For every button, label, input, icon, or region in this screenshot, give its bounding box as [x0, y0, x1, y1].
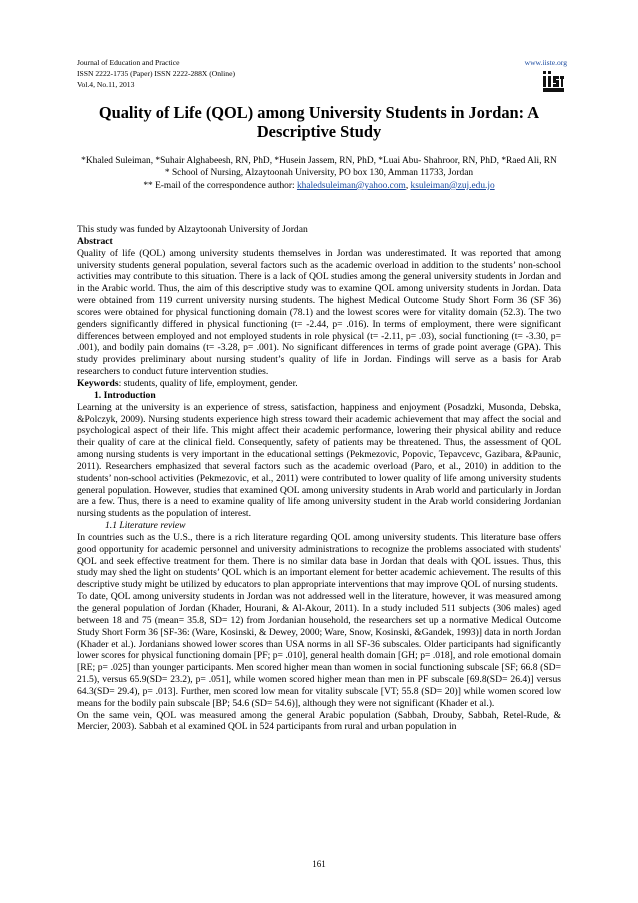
author-affiliation: * School of Nursing, Alzaytoonah University, PO box 130, Amman 11733, Jordan — [164, 168, 474, 179]
literature-paragraph-1: In countries such as the U.S., there is a rich literature regarding QOL among university students. This literature base offers good opportunity for academic personnel and university administrations to recognize the problems associated with students' QOL and seek effective treatment for them. There is no similar data base in Jordan that deals with QOL issues. Thus, this study may shed the light on students’ QOL which is an important element for better academic achievement. The results of this descriptive study might be utilized by educators to plan appropriate interventions that may improve QOL of nursing students. — [77, 531, 561, 591]
journal-name: Journal of Education and Practice — [77, 58, 180, 67]
email-link-1[interactable]: khaledsuleiman@yahoo.com — [296, 180, 406, 191]
literature-paragraph-3: On the same vein, QOL was measured among the general Arabic population (Sabbah, Drouby, Sabbah, Retel-Rude, & Mercier, 2003). Sabbah et al examined QOL in 524 participants from rural and urban population in — [77, 709, 561, 733]
journal-header — [77, 57, 567, 90]
funding-note: This study was funded by Alzaytoonah University of Jordan — [77, 224, 308, 235]
introduction-text: Learning at the university is an experience of stress, satisfaction, happiness and enjoyment (Posadzki, Musonda, Debska, &Polczyk, 2009). Nursing students experience high stress toward their academic achievement that may affect the social and psychological aspect of their life. This might affect their academic performance, lowering their physical ability and reduce their quality of care at the clinical field. Consequently, safety of patients may be threatened. Thus, the assessment of QOL among nursing students is very important in the educational settings (Pekmezovic, Popovic, Tepavcevc, Gazibara, &Paunic, 2011). Researchers emphasized that several factors such as the academic overload (Paro, et al., 2010) in addition to the students’ non-school activities (Pekmezovic, et al., 2011) were contributed to lower quality of life among university students general population. However, studies that examined QOL among university students in Arab world and particularly in Jordan are a few. Thus, there is a need to examine quality of life among university student in the Arab world considering Jordanian nursing students as the population of interest. — [77, 401, 561, 520]
literature-review-heading: 1.1 Literature review — [105, 520, 186, 532]
literature-paragraph-2: To date, QOL among university students in Jordan was not addressed well in the literature, however, it was measured among the general population of Jordan (Khader, Hourani, & Al-Akour, 2011). In a study included 511 subjects (306 males) aged between 18 and 75 (mean= 35.8, SD= 12) from Jordanian household, the researchers set up a normative Medical Outcome Study Short Form 36 [SF-36: (Ware, Kosinski, & Dewey, 2000; Ware, Snow, Kosinski, &Gandek, 1993)] data in north Jordan (Khader et al.). Jordanians showed lower scores than USA norms in all SF-36 subscales. Older participants had significantly lower scores for physical functioning domain [PF; p= .010], general health domain [GH; p= .018], and role emotional domain [RE; p= .025] than younger participants. Men scored higher mean than women in social functioning subscale [SF; 66.8 (SD= 21.5), versus 65.9(SD= 23.2), p= .051], while women scored higher mean than men in PF subscale [69.8(SD= 26.4)] versus 64.3(SD= 29.4), p= .013]. Further, men scored low mean for vitality subscale [VT; 55.8 (SD= 20)] while women scored low means for the bodily pain subscale [BP; 54.6 (SD= 54.6)], although they were not significant (Khader et al.). — [77, 591, 561, 709]
keywords-line — [77, 378, 561, 390]
author-block — [77, 155, 561, 192]
abstract-heading: Abstract — [77, 235, 113, 247]
introduction-heading: 1. Introduction — [94, 389, 156, 401]
issn-line: ISSN 2222-1735 (Paper) ISSN 2222-288X (Online) — [77, 69, 235, 78]
abstract-text: Quality of life (QOL) among university students themselves in Jordan was underestimated. It was reported that among university students general population, several factors such as the academic overload in addition to the students’ non-school activities may contribute to this situation. There is a lack of QOL studies among the general university students in Jordan and in the Arabic world. Thus, the aim of this descriptive study was to examine QOL among university students in Jordan. Data were obtained from 119 current university nursing students. The highest Medical Outcome Study Short Form 36 (SF 36) scores were obtained for physical functioning domain (78.1) and the lowest scores were for vitality domain (52.3). The two genders significantly differed in physical functioning (t= -2.44, p= .016). In terms of employment, there were significant differences between employed and not employed students in role physical (t= -2.11, p= .03), social functioning (t= -3.30, p= .001), and bodily pain domains (t= -3.28, p= .001). No significant differences in terms of grade point average (GPA). This study provides preliminary about nursing student’s quality of life in Jordan. Findings will serve as a basis for Arab researchers to conduct future intervention studies. — [77, 247, 561, 378]
email-prefix: ** E-mail of the correspondence author: — [143, 180, 297, 191]
email-link-2[interactable]: ksuleiman@zuj.edu.jo — [410, 180, 495, 191]
journal-website-link[interactable]: www.iiste.org — [524, 58, 567, 67]
paper-body — [77, 224, 561, 733]
author-names: *Khaled Suleiman, *Suhair Alghabeesh, RN, PhD, *Husein Jassem, RN, PhD, *Luai Abu- Shahroor, RN, PhD, *Raed Ali, RN — [81, 156, 557, 166]
correspondence-line — [77, 180, 561, 192]
keywords-text: : students, quality of life, employment, gender. — [118, 377, 298, 389]
keywords-label: Keywords — [77, 377, 119, 389]
page-number: 161 — [312, 859, 326, 869]
email-separator: , — [405, 180, 411, 191]
paper-title: Quality of Life (QOL) among University Students in Jordan: A Descriptive Study — [98, 103, 540, 141]
iiste-logo-icon — [541, 69, 566, 94]
volume-line: Vol.4, No.11, 2013 — [77, 80, 135, 89]
